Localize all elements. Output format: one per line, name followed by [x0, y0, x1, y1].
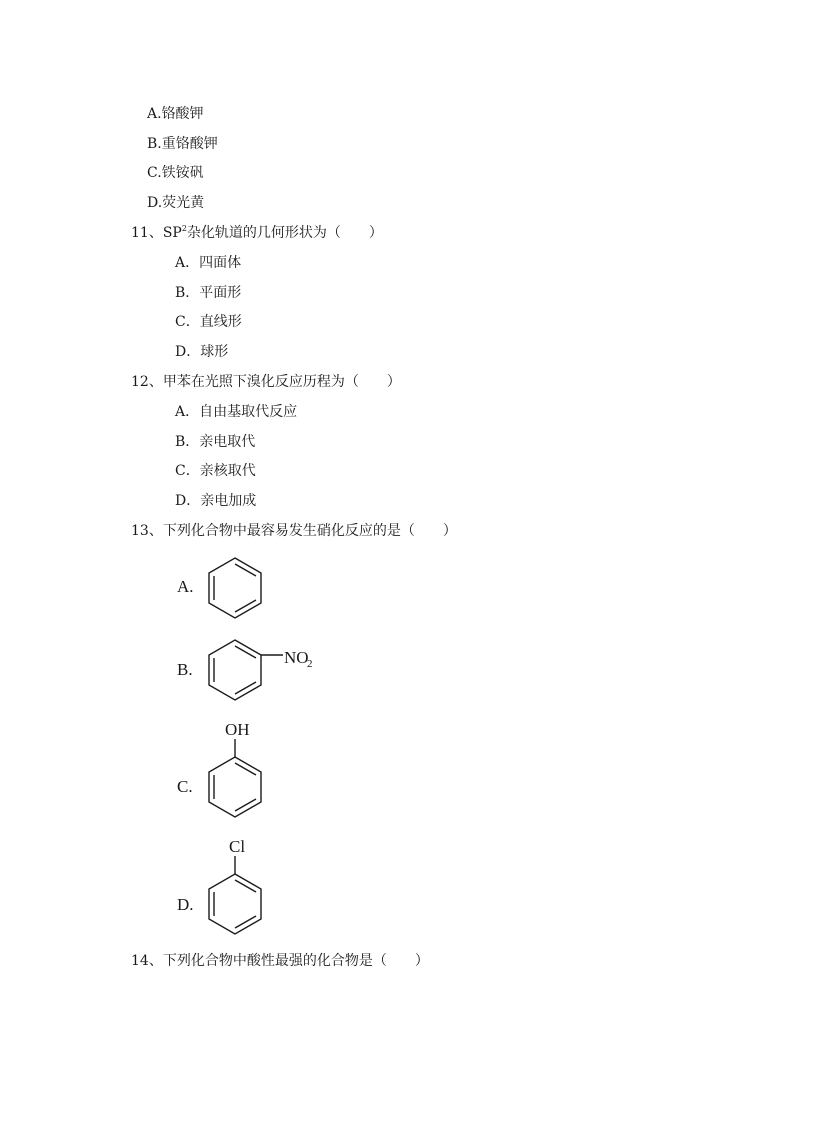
q13-option-a-label: A. [177, 577, 194, 596]
q11-stem-suffix: 杂化轨道的几何形状为（ ） [186, 225, 383, 241]
benzene-ring-outer [209, 874, 261, 934]
benzene-double-bond [235, 763, 256, 775]
q13-stem: 13、下列化合物中最容易发生硝化反应的是（ ） [131, 523, 457, 539]
hydroxyl-group-label: OH [225, 720, 250, 739]
q11-stem-prefix: 11、SP [131, 225, 182, 241]
q12-option-b: B．亲电取代 [175, 434, 256, 450]
q12-option-c: C．亲核取代 [175, 463, 256, 479]
q12-option-a: A．自由基取代反应 [175, 404, 298, 420]
nitro-group-label: NO [284, 648, 309, 667]
q10-option-d: D.荧光黄 [147, 195, 205, 211]
benzene-double-bond [235, 600, 256, 612]
benzene-ring-outer [209, 640, 261, 700]
q14-stem: 14、下列化合物中酸性最强的化合物是（ ） [131, 953, 429, 969]
benzene-double-bond [235, 916, 256, 928]
q10-option-a: A.铬酸钾 [147, 106, 204, 122]
q11-stem [131, 224, 383, 242]
benzene-double-bond [235, 646, 256, 658]
q11-option-c: C．直线形 [175, 314, 242, 330]
q13-option-a-structure [205, 555, 265, 621]
nitro-group-subscript: 2 [307, 658, 313, 670]
q13-option-b-label: B. [177, 660, 193, 679]
benzene-double-bond [235, 564, 256, 576]
benzene-ring-outer [209, 757, 261, 817]
q11-option-b: B．平面形 [175, 285, 242, 301]
chlorine-atom-label: Cl [229, 837, 246, 856]
benzene-ring-outer [209, 558, 261, 618]
q11-option-d: D．球形 [175, 344, 229, 360]
benzene-double-bond [235, 682, 256, 694]
q13-option-d-structure [205, 835, 265, 937]
q13-option-c-structure [205, 718, 265, 820]
q10-option-c: C.铁铵矾 [147, 165, 204, 181]
q13-option-b-structure [205, 637, 325, 703]
q11-stem-superscript: 2 [181, 224, 187, 233]
benzene-double-bond [235, 880, 256, 892]
q11-option-a: A．四面体 [175, 255, 242, 271]
q12-option-d: D．亲电加成 [175, 493, 257, 509]
benzene-double-bond [235, 799, 256, 811]
q12-stem: 12、甲苯在光照下溴化反应历程为（ ） [131, 374, 401, 390]
q13-option-d-label: D. [177, 895, 194, 914]
q13-option-c-label: C. [177, 777, 193, 796]
q10-option-b: B.重铬酸钾 [147, 136, 218, 152]
